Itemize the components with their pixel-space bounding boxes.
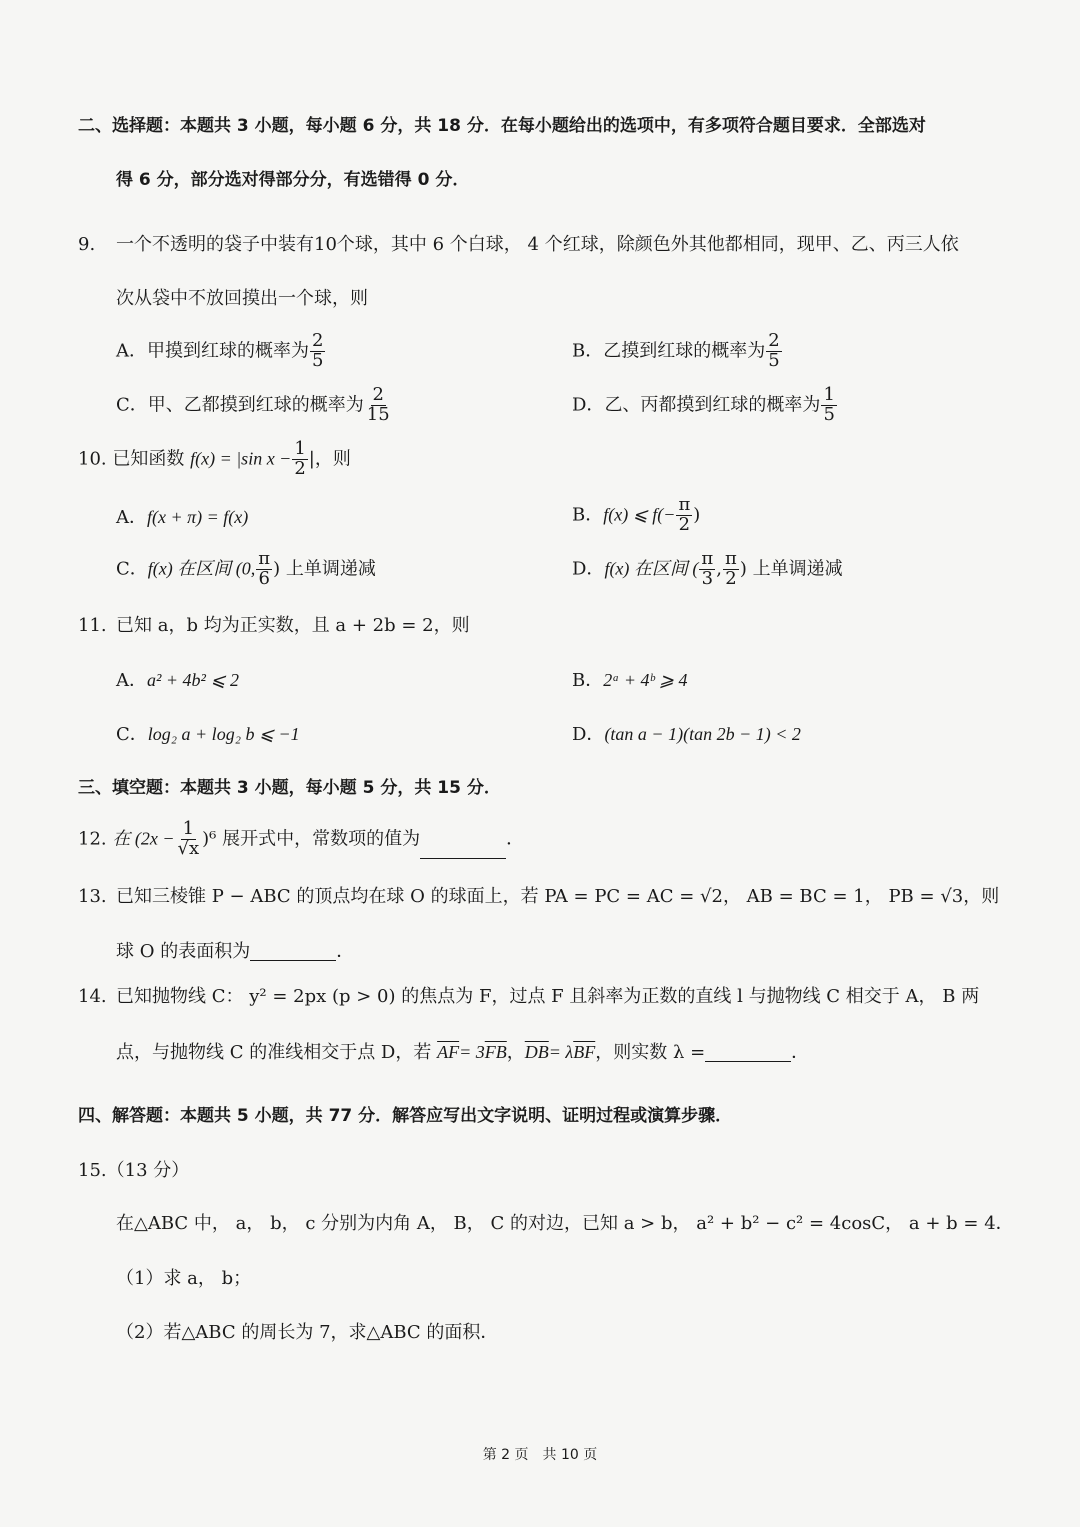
fraction: $\frac{\pi}{2}$ xyxy=(725,548,737,589)
option-pre: f(x) 在区间 (0, xyxy=(147,558,256,579)
answer-blank xyxy=(420,840,506,859)
q15-stem: 在△ABC 中， a， b， c 分别为内角 A， B， C 的对边，已知 a > b， a² + b² − c² = 4cosC， a + b = 4． xyxy=(116,1213,1014,1234)
q9-stem-cont: 次从袋中不放回摸出一个球，则 xyxy=(116,288,368,309)
fraction: $\frac{\pi}{3}$ xyxy=(701,548,714,589)
option-label: D． xyxy=(572,724,605,745)
q13-end: ． xyxy=(336,941,355,962)
vector-bf: $\overline{BF}$ xyxy=(573,1042,596,1062)
q12-number: 12. xyxy=(78,828,107,850)
option-label: A． xyxy=(116,340,147,362)
option-label: A． xyxy=(116,507,147,528)
q13-line2: 球 O 的表面积为 xyxy=(116,941,251,962)
option-post: ) 上单调递减 xyxy=(739,558,843,580)
q14-line2b: ，则实数 λ = xyxy=(595,1042,706,1063)
option-expr: f(x + π) = f(x) xyxy=(147,507,249,527)
section-2-heading: 二、选择题：本题共 3 小题，每小题 6 分，共 18 分．在每小题给出的选项中，有多项符合题目要求．全部选对 xyxy=(78,116,926,136)
q15-part-2: （2）若△ABC 的周长为 7，求△ABC 的面积． xyxy=(116,1322,499,1343)
q10-option-a xyxy=(116,508,248,527)
section-3-heading: 三、填空题：本题共 3 小题，每小题 5 分，共 15 分． xyxy=(78,778,501,798)
q15-header: 15.（13 分） xyxy=(78,1160,190,1181)
q12-pre: 在 (2x − xyxy=(112,828,175,849)
q12-end: ． xyxy=(506,828,525,850)
answer-blank xyxy=(250,942,336,961)
option-pre: f(x) 在区间 ( xyxy=(604,558,699,579)
option-label: B． xyxy=(572,504,604,526)
q9-option-a xyxy=(116,332,326,371)
fraction: $\frac{\pi}{6}$ xyxy=(258,548,271,589)
option-expr: (tan a − 1)(tan 2b − 1) < 2 xyxy=(604,724,801,744)
option-text: 乙摸到红球的概率为 xyxy=(603,340,766,362)
option-label: B． xyxy=(572,340,604,362)
section-4-heading: 四、解答题：本题共 5 小题，共 77 分．解答应写出文字说明、证明过程或演算步骤． xyxy=(78,1106,733,1126)
page-footer: 第 2 页 共 10 页 xyxy=(482,1447,598,1463)
q10-option-d xyxy=(572,550,843,589)
q11-stem: 已知 a，b 均为正实数，且 a + 2b = 2，则 xyxy=(116,615,470,636)
fraction: $\frac{1}{2}$ xyxy=(294,438,306,479)
option-expr: f(x) ⩽ f(− xyxy=(603,504,676,525)
q13-stem-cont xyxy=(116,942,354,961)
q12-stem xyxy=(78,820,524,859)
q14-number: 14. xyxy=(78,986,107,1007)
q15-part-1: （1）求 a， b； xyxy=(116,1268,252,1289)
q13-stem: 已知三棱锥 P − ABC 的顶点均在球 O 的球面上，若 PA = PC = AC = √2， AB = BC = 1， PB = √3，则 xyxy=(116,886,1000,907)
fraction: $\frac{2}{5}$ xyxy=(312,330,324,371)
q9-stem: 一个不透明的袋子中装有10个球，其中 6 个白球， 4 个红球，除颜色外其他都相同，现甲、乙、丙三人依 xyxy=(116,234,959,255)
option-expr: 2ᵃ + 4ᵇ ⩾ 4 xyxy=(603,670,688,690)
option-label: C． xyxy=(116,558,148,580)
option-text: 甲、乙都摸到红球的概率为 xyxy=(147,394,364,416)
option-expr: a² + 4b² ⩽ 2 xyxy=(147,670,240,690)
option-text: 甲摸到红球的概率为 xyxy=(147,340,309,362)
q10-option-b xyxy=(572,496,700,535)
q10-expr: f(x) = |sin x − xyxy=(190,448,292,469)
q11-option-c xyxy=(116,725,300,744)
option-label: A． xyxy=(116,670,147,691)
vector-af: $\overline{AF}$ xyxy=(437,1042,460,1062)
option-mid: , xyxy=(716,558,722,580)
q9-option-c xyxy=(116,386,393,425)
q14-end: ． xyxy=(791,1042,810,1063)
fraction: $\frac{1}{√x}$ xyxy=(177,818,200,859)
q11-option-b xyxy=(572,671,687,690)
fraction: $\frac{2}{5}$ xyxy=(768,330,780,371)
q10-post: |，则 xyxy=(308,448,351,470)
q11-option-a xyxy=(116,671,239,690)
vector-fb: $\overline{FB}$ xyxy=(484,1042,507,1062)
q9-option-d xyxy=(572,386,838,425)
q9-option-b xyxy=(572,332,783,371)
answer-blank xyxy=(705,1043,791,1062)
q12-post: )⁶ 展开式中，常数项的值为 xyxy=(202,828,421,850)
q14-line2a: 点，与抛物线 C 的准线相交于点 D，若 xyxy=(116,1042,432,1063)
fraction: $\frac{\pi}{2}$ xyxy=(678,494,691,535)
fraction: $\frac{2}{15}$ xyxy=(366,384,390,425)
q11-number: 11. xyxy=(78,615,107,636)
q14-stem-cont: 点，与抛物线 C 的准线相交于点 D，若 $\overline{AF}= 3\overline{FB}$，$\overline{DB}= \lambda\overline{BF}$，则实数 λ = ． xyxy=(116,1042,810,1063)
q11-option-d xyxy=(572,725,801,744)
option-close: ) xyxy=(693,504,701,526)
option-label: C． xyxy=(116,724,148,745)
option-label: C． xyxy=(116,394,148,416)
vector-db: $\overline{DB}$ xyxy=(524,1042,549,1062)
q13-number: 13. xyxy=(78,886,107,907)
q10-pre: 已知函数 xyxy=(112,448,185,470)
option-label: B． xyxy=(572,670,604,691)
section-2-heading-cont: 得 6 分，部分选对得部分分，有选错得 0 分． xyxy=(116,170,470,190)
q10-option-c xyxy=(116,550,376,589)
q10-number: 10. xyxy=(78,448,107,470)
q10-stem xyxy=(78,440,351,479)
q14-stem: 已知抛物线 C： y² = 2px (p > 0) 的焦点为 F，过点 F 且斜率为正数的直线 l 与抛物线 C 相交于 A， B 两 xyxy=(116,986,980,1007)
fraction: $\frac{1}{5}$ xyxy=(823,384,835,425)
option-text: 乙、丙都摸到红球的概率为 xyxy=(604,394,821,416)
q9-number: 9. xyxy=(78,234,96,255)
option-post: ) 上单调递减 xyxy=(273,558,376,580)
option-expr: log₂ a + log₂ b ⩽ −1 xyxy=(147,724,300,744)
option-label: D． xyxy=(572,394,605,416)
option-label: D． xyxy=(572,558,605,580)
